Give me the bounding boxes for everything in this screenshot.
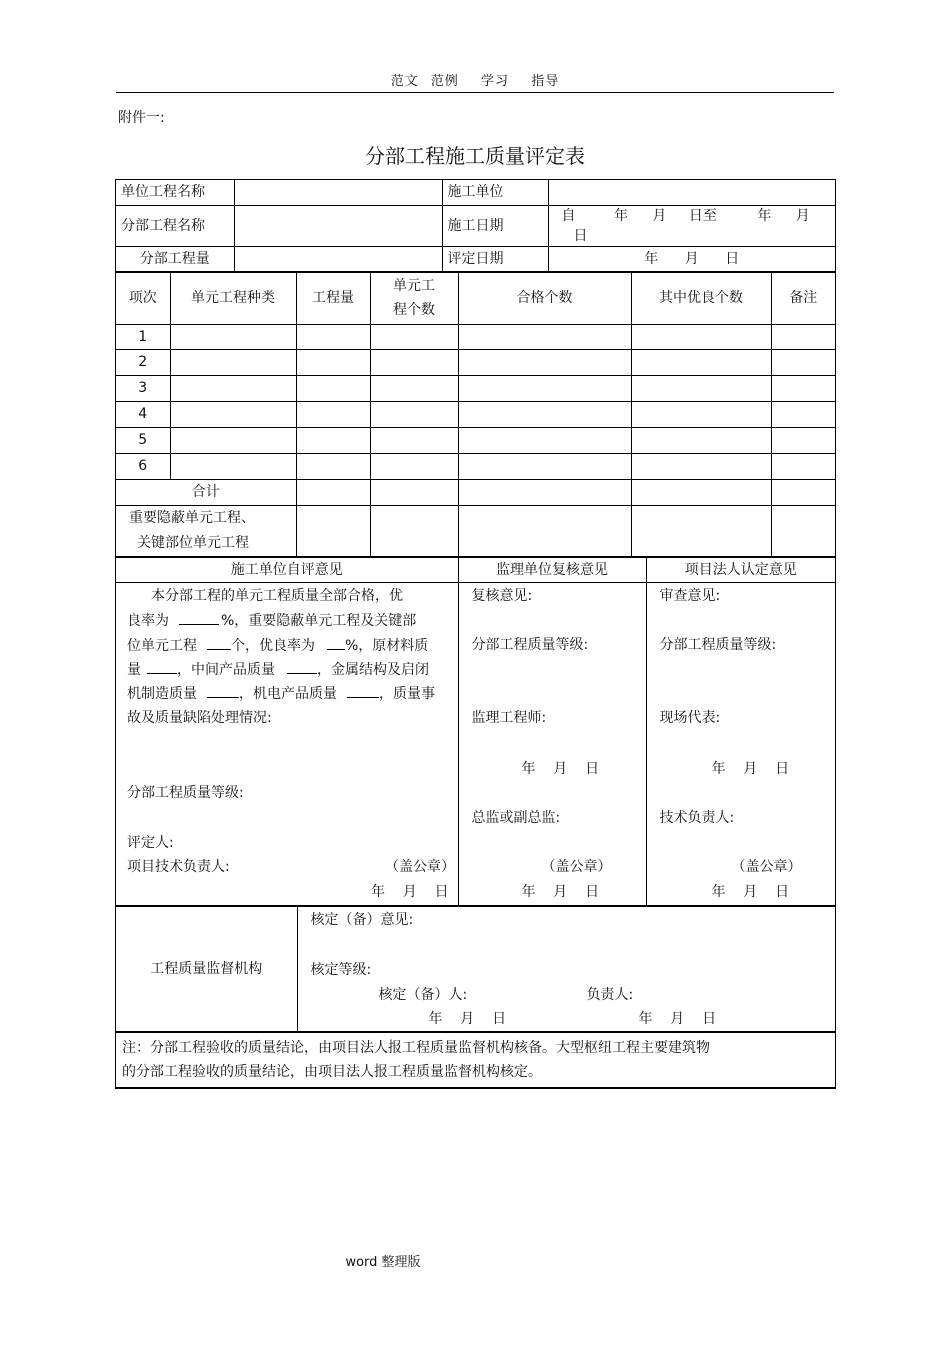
cell[interactable] [170, 324, 296, 349]
cell[interactable] [771, 427, 835, 453]
important-label-line: 重要隐蔽单元工程、 [129, 509, 255, 526]
self-text: 位单元工程 [127, 637, 197, 654]
col-header: 项次 [116, 272, 170, 324]
row-index: 5 [116, 427, 170, 453]
period-text: 日至 [688, 207, 717, 224]
owner-date: 年 月 日 [711, 760, 790, 777]
cell[interactable] [296, 427, 370, 453]
table-row [116, 453, 835, 479]
unit-grid [116, 272, 835, 557]
sub-quantity-field[interactable] [234, 246, 442, 271]
header-item: 学习 [481, 74, 510, 89]
responsible-label: 负责人: [586, 986, 634, 1003]
cell[interactable] [458, 324, 631, 349]
cell[interactable] [296, 505, 370, 556]
note-table [116, 1032, 835, 1088]
owner-date: 年 月 日 [711, 883, 790, 900]
cell[interactable] [170, 349, 296, 375]
supervisor-review-label: 复核意见: [471, 587, 533, 604]
cell[interactable] [771, 375, 835, 401]
key-units-blank[interactable] [207, 635, 231, 650]
period-text: 自 [561, 207, 576, 224]
header-item: 范文 [390, 74, 419, 89]
cell[interactable] [370, 479, 458, 505]
seal-label: （盖公章） [385, 858, 455, 875]
self-text-line-3 [127, 635, 428, 656]
excellent-rate-blank[interactable] [179, 610, 219, 625]
cell[interactable] [170, 401, 296, 427]
cell[interactable] [771, 453, 835, 479]
supervisor-grade-label: 分部工程质量等级: [471, 636, 589, 653]
cell[interactable] [631, 349, 771, 375]
self-text-line-2 [127, 610, 416, 631]
cell[interactable] [370, 427, 458, 453]
supervisor-cell[interactable] [458, 582, 646, 905]
cell[interactable] [370, 375, 458, 401]
table-row [116, 349, 835, 375]
responsible-date: 年 月 日 [638, 1010, 717, 1027]
key-rate-blank[interactable] [327, 635, 345, 650]
cell[interactable] [771, 479, 835, 505]
self-text-line-4 [127, 659, 429, 680]
col-header: 单元工 程个数 [370, 272, 458, 324]
self-text-line-5 [127, 683, 435, 704]
cell[interactable] [170, 375, 296, 401]
cell[interactable] [170, 453, 296, 479]
info-table [116, 180, 835, 272]
self-text: %，重要隐蔽单元工程及关键部 [221, 612, 417, 629]
verify-opinion-label: 核定（备）意见: [310, 911, 414, 928]
self-date: 年 月 日 [371, 883, 449, 900]
self-text: 量 [127, 661, 141, 678]
cell[interactable] [771, 505, 835, 556]
self-grade-label: 分部工程质量等级: [127, 784, 244, 801]
eval-date-label: 评定日期 [442, 246, 548, 271]
eval-date-text: 日 [725, 250, 740, 267]
col-header: 单元工程种类 [170, 272, 296, 324]
page-footer: word 整理版 [345, 1255, 421, 1270]
row-index: 4 [116, 401, 170, 427]
total-row [116, 479, 835, 505]
cell[interactable] [370, 349, 458, 375]
tech-lead-label: 项目技术负责人: [127, 858, 230, 875]
cell[interactable] [296, 453, 370, 479]
self-text: 机制造质量 [127, 685, 197, 702]
note-cell [116, 1032, 835, 1087]
opinions-table [116, 557, 835, 906]
supervisor-heading: 监理单位复核意见 [458, 557, 646, 582]
cell[interactable] [370, 324, 458, 349]
table-row [116, 427, 835, 453]
cell[interactable] [771, 349, 835, 375]
col-header: 工程量 [296, 272, 370, 324]
supervisor-date: 年 月 日 [521, 883, 600, 900]
cell[interactable] [631, 479, 771, 505]
supervision-table [116, 906, 835, 1032]
attachment-label: 附件一: [118, 110, 165, 126]
row-index: 1 [116, 324, 170, 349]
construction-unit-label: 施工单位 [442, 180, 548, 205]
supervision-agency-label: 工程质量监督机构 [116, 906, 297, 1031]
cell[interactable] [458, 453, 631, 479]
sub-project-label: 分部工程名称 [116, 205, 234, 246]
self-text: ，质量事 [379, 685, 435, 702]
period-text: 月 [652, 207, 667, 224]
cell[interactable] [170, 427, 296, 453]
eval-date-text: 月 [684, 250, 699, 267]
cell[interactable] [296, 401, 370, 427]
verifier-date: 年 月 日 [428, 1010, 507, 1027]
period-text: 月 [795, 207, 810, 224]
verify-grade-label: 核定等级: [310, 961, 372, 978]
self-text: 良率为 [127, 612, 169, 629]
col-header: 备注 [771, 272, 835, 324]
cell[interactable] [296, 479, 370, 505]
page-title: 分部工程施工质量评定表 [365, 144, 585, 168]
owner-heading: 项目法人认定意见 [646, 557, 835, 582]
electromech-blank[interactable] [347, 683, 379, 698]
verifier-label: 核定（备）人: [378, 986, 468, 1003]
row-index: 2 [116, 349, 170, 375]
self-eval-heading: 施工单位自评意见 [116, 557, 458, 582]
period-text: 日 [573, 227, 588, 244]
important-label-line: 关键部位单元工程 [137, 534, 249, 551]
owner-cell[interactable] [646, 582, 835, 905]
col-header: 其中优良个数 [631, 272, 771, 324]
cell[interactable] [370, 401, 458, 427]
important-label [116, 505, 296, 556]
cell[interactable] [458, 479, 631, 505]
cell[interactable] [458, 505, 631, 556]
supervision-cell[interactable] [297, 906, 835, 1031]
unit-project-field[interactable] [234, 180, 442, 205]
seal-label: （盖公章） [731, 858, 802, 875]
self-text: ，金属结构及启闭 [317, 661, 429, 678]
sub-project-field[interactable] [234, 205, 442, 246]
cell[interactable] [458, 375, 631, 401]
page-header [0, 70, 950, 89]
cell[interactable] [458, 427, 631, 453]
important-row [116, 505, 835, 556]
intermediate-blank[interactable] [287, 659, 317, 674]
note-line: 的分部工程验收的质量结论，由项目法人报工程质量监督机构核定。 [122, 1063, 542, 1080]
cell[interactable] [631, 427, 771, 453]
eval-date-text: 年 [644, 250, 659, 267]
metal-blank[interactable] [207, 683, 239, 698]
supervisor-engineer-label: 监理工程师: [471, 709, 547, 726]
table-row [116, 401, 835, 427]
sub-quantity-label: 分部工程量 [116, 246, 234, 271]
row-index: 6 [116, 453, 170, 479]
header-rule [116, 92, 834, 93]
header-item: 范例 [430, 74, 459, 89]
table-row [116, 375, 835, 401]
self-text: ，中间产品质量 [177, 661, 275, 678]
cell[interactable] [631, 505, 771, 556]
self-text: 故及质量缺陷处理情况: [127, 709, 272, 726]
owner-tech-label: 技术负责人: [659, 809, 735, 826]
self-text: %，原材料质 [345, 637, 429, 654]
cell[interactable] [296, 324, 370, 349]
header-item: 指导 [531, 74, 560, 89]
site-rep-label: 现场代表: [659, 709, 721, 726]
self-text: ，机电产品质量 [239, 685, 337, 702]
self-eval-cell[interactable] [116, 582, 458, 905]
evaluator-label: 评定人: [127, 834, 174, 851]
self-text: 本分部工程的单元工程质量全部合格，优 [151, 587, 403, 604]
owner-review-label: 审查意见: [659, 587, 721, 604]
chief-supervisor-label: 总监或副总监: [471, 809, 561, 826]
cell[interactable] [458, 349, 631, 375]
seal-label: （盖公章） [541, 858, 612, 875]
total-label: 合计 [116, 479, 296, 505]
cell[interactable] [370, 505, 458, 556]
cell[interactable] [771, 324, 835, 349]
evaluation-form [115, 179, 836, 1089]
owner-grade-label: 分部工程质量等级: [659, 636, 777, 653]
self-text: 个，优良率为 [231, 637, 315, 654]
construction-period-label: 施工日期 [442, 205, 548, 246]
eval-date-field[interactable] [548, 246, 835, 271]
unit-project-label: 单位工程名称 [116, 180, 234, 205]
construction-period-field[interactable] [548, 205, 835, 246]
cell[interactable] [458, 401, 631, 427]
cell[interactable] [296, 349, 370, 375]
construction-unit-field[interactable] [548, 180, 835, 205]
cell[interactable] [370, 453, 458, 479]
cell[interactable] [296, 375, 370, 401]
material-blank[interactable] [147, 659, 177, 674]
period-text: 年 [757, 207, 772, 224]
table-row [116, 324, 835, 349]
cell[interactable] [631, 324, 771, 349]
period-text: 年 [613, 207, 628, 224]
note-line: 注：分部工程验收的质量结论，由项目法人报工程质量监督机构核备。大型枢纽工程主要建筑物 [122, 1039, 710, 1056]
row-index: 3 [116, 375, 170, 401]
cell[interactable] [771, 401, 835, 427]
supervisor-date: 年 月 日 [521, 760, 600, 777]
cell[interactable] [631, 401, 771, 427]
cell[interactable] [631, 375, 771, 401]
cell[interactable] [631, 453, 771, 479]
col-header: 合格个数 [458, 272, 631, 324]
